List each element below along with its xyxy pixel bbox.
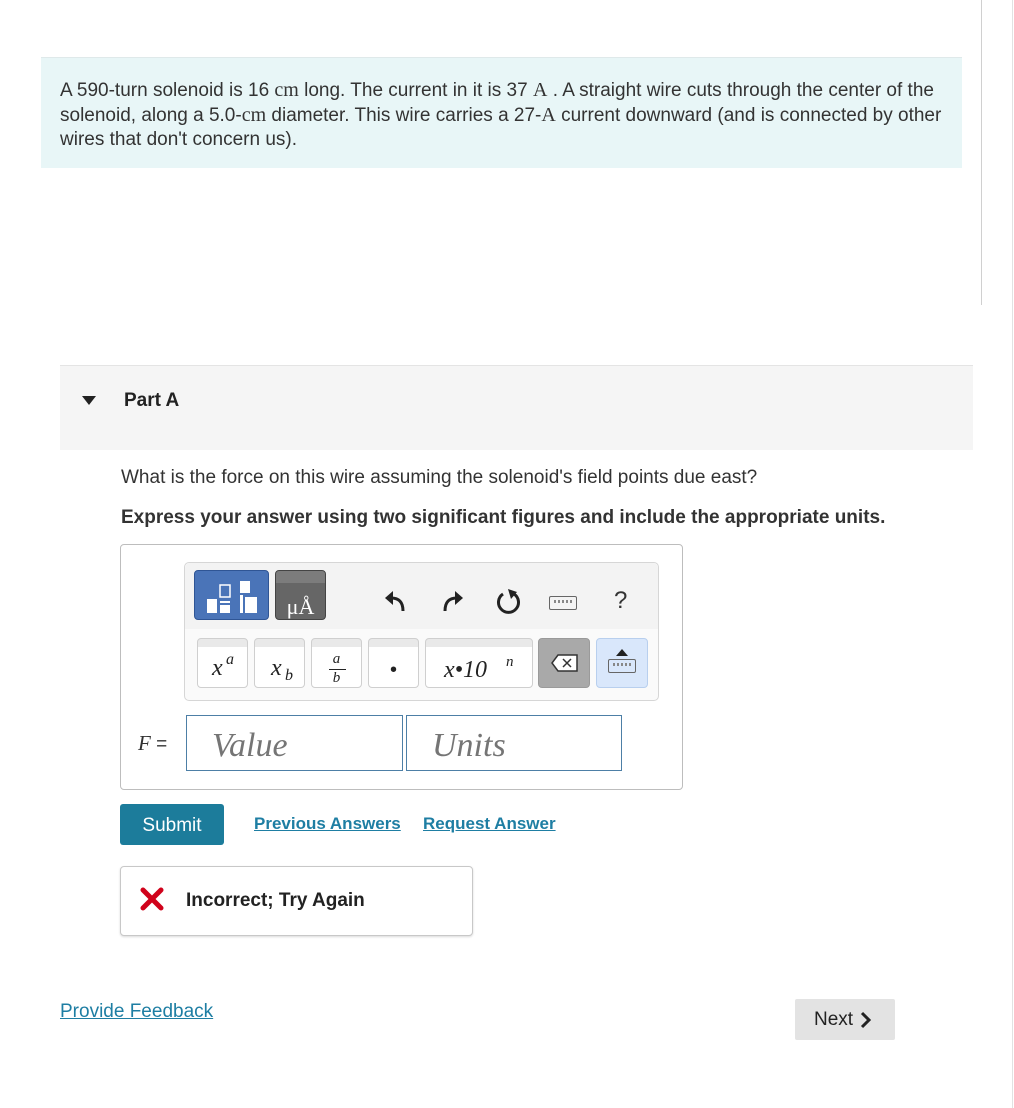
next-label: Next: [814, 1009, 854, 1030]
problem-text-2: long. The current in it is 37: [298, 80, 533, 101]
units-glyph: μÅ: [286, 594, 315, 619]
problem-text-1: A 590-turn solenoid is 16: [60, 80, 275, 101]
backspace-icon: [550, 653, 580, 673]
help-button[interactable]: ?: [614, 587, 628, 614]
part-a-header[interactable]: [60, 365, 973, 450]
units-button[interactable]: [275, 570, 326, 620]
scientific-notation-key[interactable]: [425, 638, 533, 688]
reset-icon: [492, 586, 524, 618]
feedback-status: Incorrect; Try Again: [186, 890, 365, 911]
request-answer-link[interactable]: Request Answer: [423, 814, 556, 833]
unit-a-1: A: [532, 79, 548, 101]
subscript-sub: b: [285, 667, 293, 684]
keyboard-icon: [608, 659, 636, 673]
subscript-key[interactable]: [254, 638, 305, 688]
superscript-exp: a: [226, 651, 234, 668]
unit-cm-1: cm: [274, 79, 299, 101]
scrollbar-track-line: [981, 0, 982, 305]
reset-button[interactable]: [492, 586, 522, 616]
incorrect-x-icon: [140, 885, 164, 913]
collapse-triangle-icon[interactable]: [82, 396, 96, 405]
value-input[interactable]: [186, 715, 403, 771]
templates-button[interactable]: [194, 570, 269, 620]
unit-a-2: A: [541, 104, 556, 126]
problem-statement: [41, 57, 962, 168]
redo-button[interactable]: [437, 587, 467, 617]
sci-notation-exp: n: [506, 654, 514, 670]
fraction-numerator: a: [332, 651, 341, 667]
superscript-key[interactable]: [197, 638, 248, 688]
keyboard-icon[interactable]: [549, 596, 577, 610]
problem-text-5: current downward (and is connected by other wires that don't concern us).: [60, 105, 942, 150]
fraction-denominator: b: [332, 670, 341, 686]
part-title: Part A: [124, 390, 180, 411]
problem-text-4: diameter. This wire carries a 27-: [266, 105, 542, 126]
page-edge-line: [1012, 0, 1013, 1108]
problem-text-3: . A straight wire cuts through the center of the solenoid, along a 5.0-: [60, 80, 934, 126]
unit-cm-2: cm: [241, 104, 267, 126]
answer-label: F =: [138, 731, 168, 755]
multiply-dot-key[interactable]: [368, 638, 419, 688]
units-input[interactable]: [406, 715, 622, 771]
templates-icon: [195, 571, 270, 621]
submit-button[interactable]: Submit: [120, 804, 224, 845]
undo-icon: [381, 587, 411, 617]
question-text: What is the force on this wire assuming the solenoid's field points due east?: [121, 467, 758, 488]
dot-symbol: •: [389, 659, 397, 681]
sci-notation-base: x•10: [444, 657, 488, 683]
instruction-text: Express your answer using two significant figures and include the appropriate units.: [121, 507, 886, 528]
subscript-base: x: [271, 655, 282, 681]
superscript-base: x: [212, 655, 223, 681]
chevron-right-icon: [860, 1011, 872, 1029]
fraction-key[interactable]: [311, 638, 362, 688]
keyboard-toggle-button[interactable]: [596, 638, 648, 688]
caret-up-icon: [616, 649, 628, 656]
delete-button[interactable]: [538, 638, 590, 688]
previous-answers-link[interactable]: Previous Answers: [254, 814, 401, 833]
provide-feedback-link[interactable]: Provide Feedback: [60, 1001, 214, 1022]
next-button[interactable]: [795, 999, 895, 1040]
undo-button[interactable]: [381, 587, 411, 617]
redo-icon: [437, 587, 467, 617]
